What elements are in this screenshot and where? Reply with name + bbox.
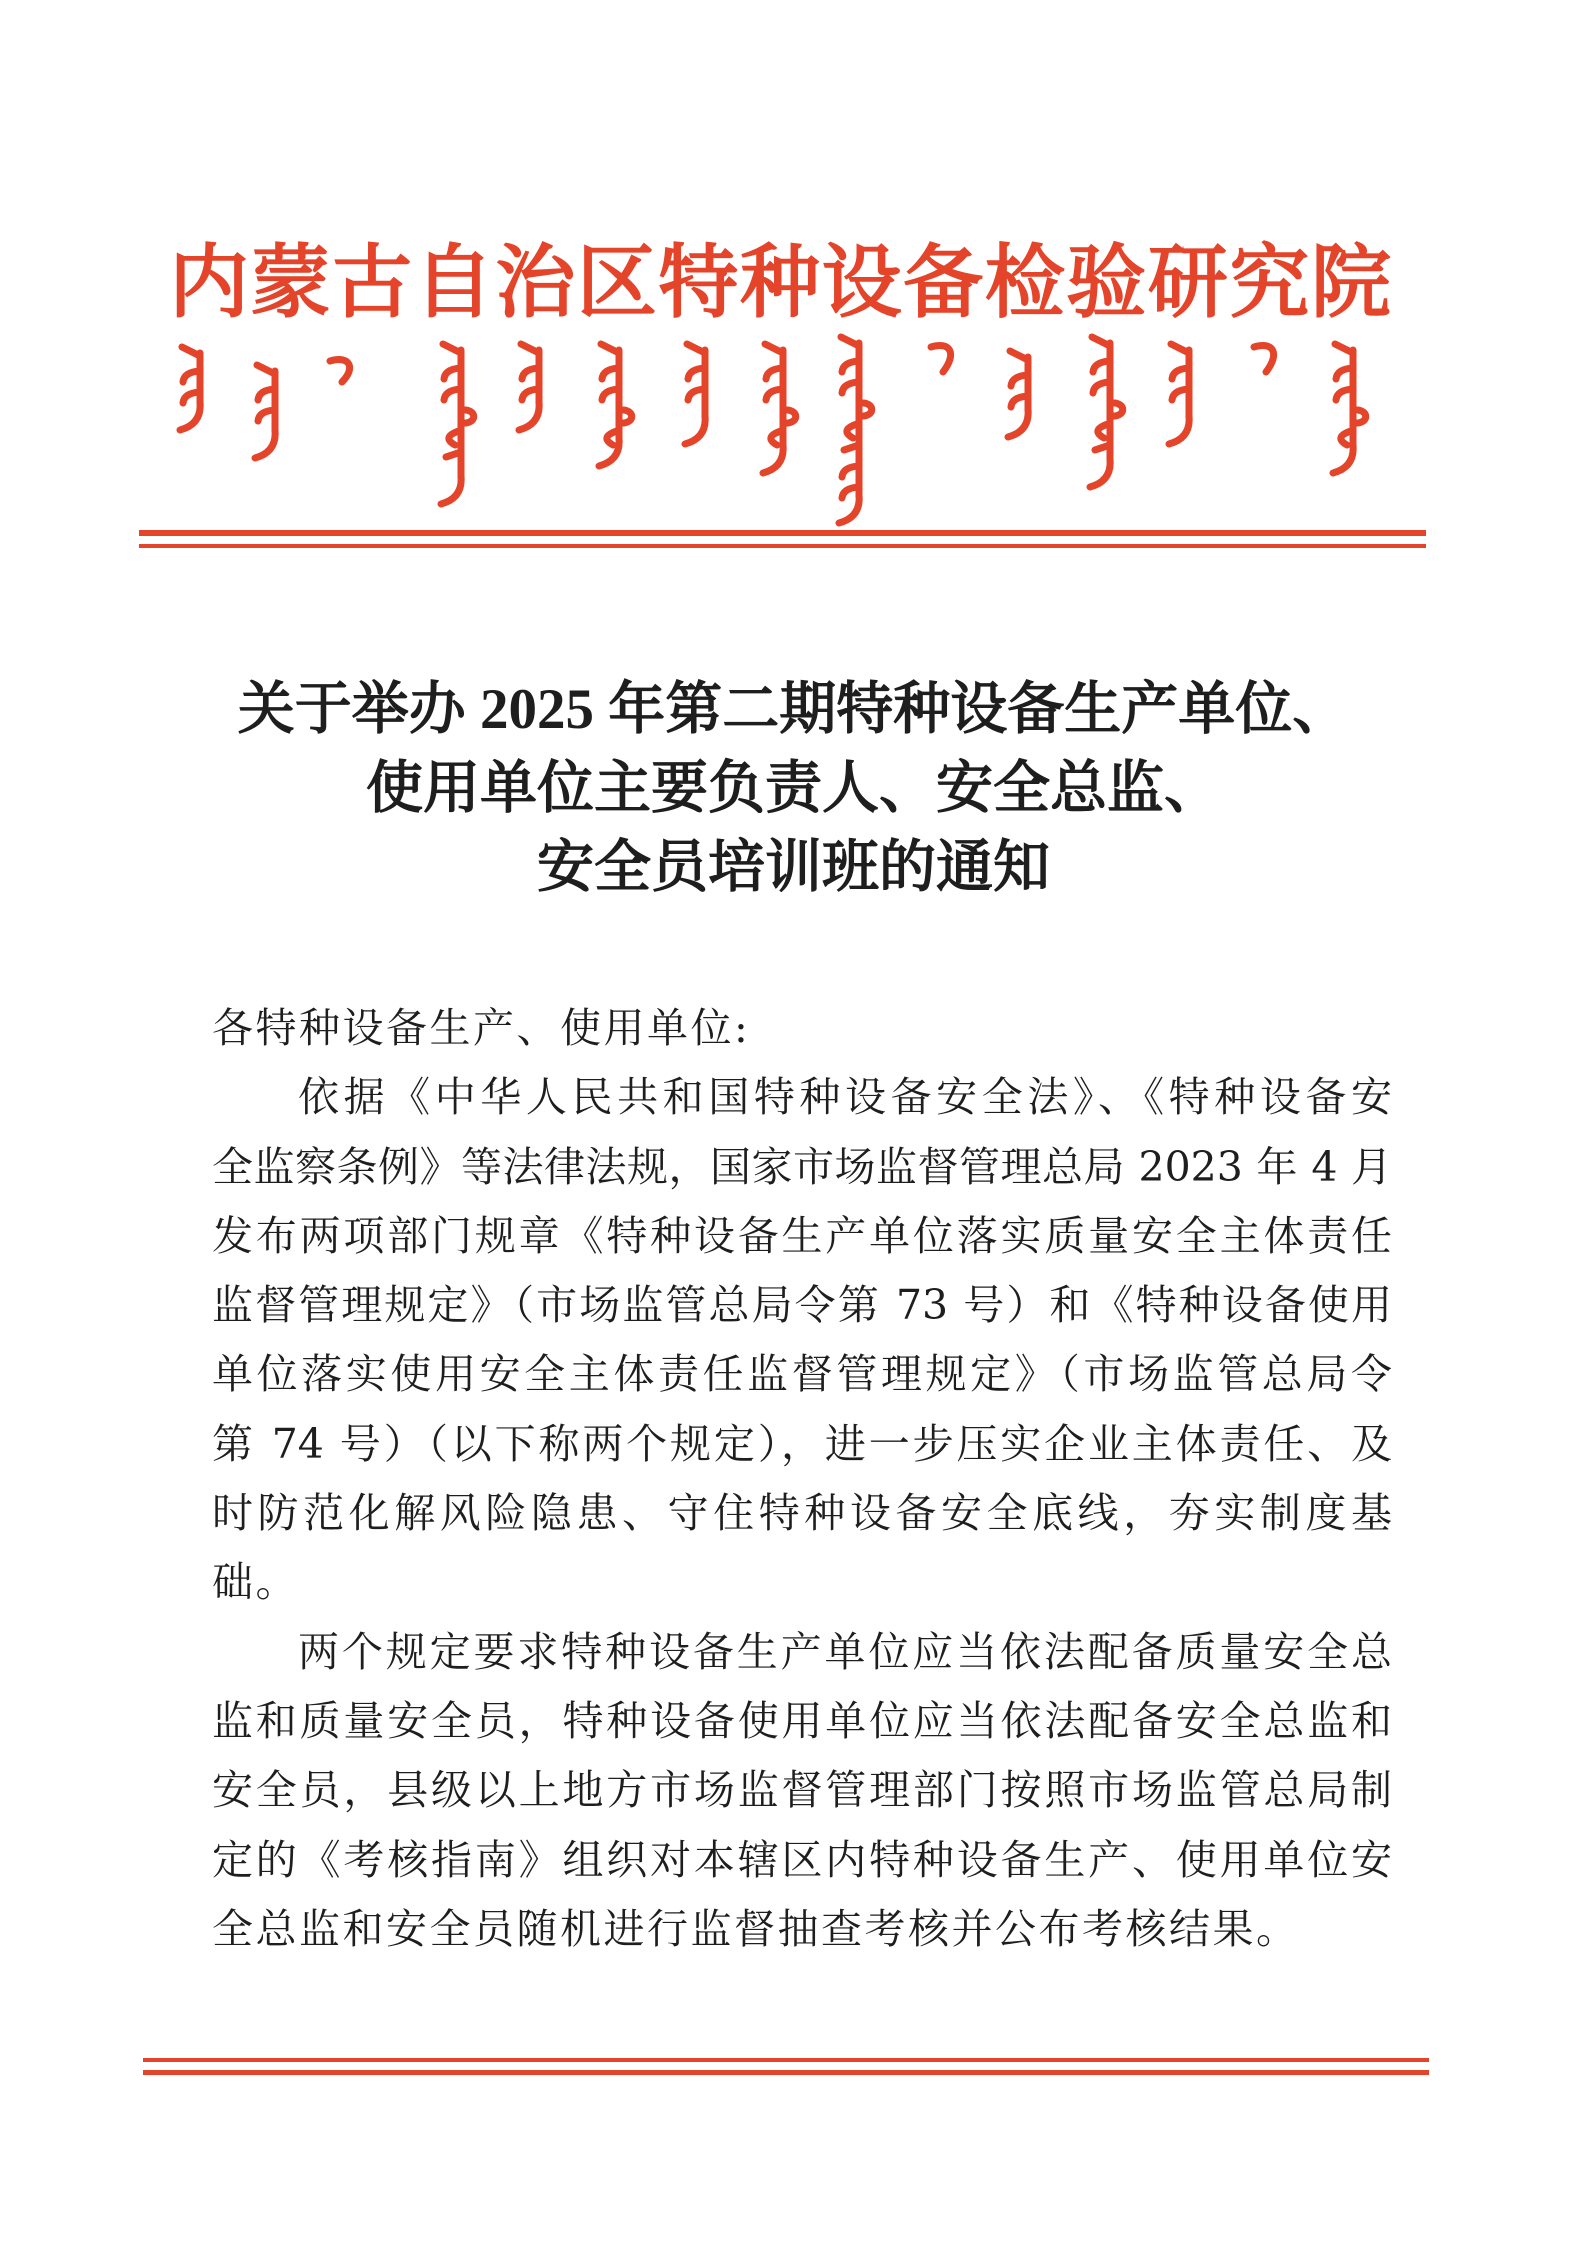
mongolian-script-stroke <box>330 359 350 382</box>
mongolian-script-word <box>255 365 275 458</box>
title-line: 使用单位主要负责人、安全总监、 <box>366 757 1221 820</box>
title-line: 安全员培训班的通知 <box>537 836 1050 899</box>
document-title <box>0 670 1587 907</box>
body-line: 单位落实使用安全主体责任监督管理规定》（市场监管总局令 <box>212 1350 1392 1399</box>
mongolian-script-word <box>1169 344 1189 444</box>
mongolian-script-word <box>180 347 200 430</box>
mongolian-script-word <box>599 344 632 466</box>
mongolian-script-stroke <box>255 365 275 458</box>
letterhead-rule-thin <box>139 544 1426 548</box>
body-line: 定的《考核指南》组织对本辖区内特种设备生产、使用单位安 <box>212 1835 1392 1884</box>
body-line: 依据《中华人民共和国特种设备安全法》、《特种设备安 <box>298 1073 1392 1122</box>
mongolian-script-stroke <box>1254 346 1274 372</box>
mongolian-script-stroke <box>839 337 872 523</box>
mongolian-script-stroke <box>180 347 200 430</box>
body-line: 监和质量安全员，特种设备使用单位应当依法配备安全总监和 <box>212 1696 1392 1745</box>
mongolian-script-word <box>839 337 872 523</box>
mongolian-script-stroke <box>1008 351 1028 437</box>
mongolian-script-stroke <box>931 346 951 372</box>
salutation: 各特种设备生产、使用单位: <box>212 1004 751 1052</box>
mongolian-script-word <box>685 344 705 444</box>
mongolian-script-word <box>931 346 951 372</box>
body-line: 时防范化解风险隐患、守住特种设备安全底线，夯实制度基 <box>212 1489 1392 1538</box>
body-line: 础。 <box>212 1558 299 1607</box>
mongolian-script-word <box>441 344 474 504</box>
mongolian-script-stroke <box>1169 344 1189 444</box>
mongolian-script-stroke <box>763 344 796 473</box>
body-line: 发布两项部门规章《特种设备生产单位落实质量安全主体责任 <box>212 1211 1392 1260</box>
body-line: 两个规定要求特种设备生产单位应当依法配备质量安全总 <box>298 1627 1392 1676</box>
letterhead-rule-thick <box>139 530 1426 536</box>
footer-rule-thick <box>143 2070 1429 2075</box>
body-line: 监督管理规定》（市场监管总局令第 73 号）和《特种设备使用 <box>212 1281 1392 1330</box>
body-line: 全监察条例》等法律法规，国家市场监督管理总局 2023 年 4 月 <box>212 1142 1392 1191</box>
mongolian-script-word <box>1090 337 1123 487</box>
mongolian-script-stroke <box>519 344 539 430</box>
mongolian-script-word <box>519 344 539 430</box>
footer-rule-thin <box>143 2058 1429 2062</box>
mongolian-script-stroke <box>685 344 705 444</box>
document-body <box>212 994 1392 1964</box>
mongolian-script-word <box>330 359 350 382</box>
body-line: 第 74 号）（以下称两个规定），进一步压实企业主体责任、及 <box>212 1419 1392 1468</box>
body-line: 安全员，县级以上地方市场监督管理部门按照市场监管总局制 <box>212 1766 1392 1815</box>
mongolian-script-word <box>1333 344 1366 473</box>
mongolian-script-word <box>763 344 796 473</box>
paragraph-2 <box>212 1618 1392 1964</box>
mongolian-script-stroke <box>441 344 474 504</box>
org-name: 内蒙古自治区特种设备检验研究院 <box>169 235 1391 329</box>
mongolian-script-word <box>1008 351 1028 437</box>
mongolian-script-stroke <box>1090 337 1123 487</box>
mongolian-script-stroke <box>599 344 632 466</box>
mongolian-name-graphic <box>0 0 1587 560</box>
mongolian-script-stroke <box>1333 344 1366 473</box>
mongolian-script-word <box>1254 346 1274 372</box>
title-line: 关于举办 2025 年第二期特种设备生产单位、 <box>237 678 1350 741</box>
paragraph-1 <box>212 1063 1392 1617</box>
body-line: 全总监和安全员随机进行监督抽查考核并公布考核结果。 <box>212 1904 1300 1953</box>
